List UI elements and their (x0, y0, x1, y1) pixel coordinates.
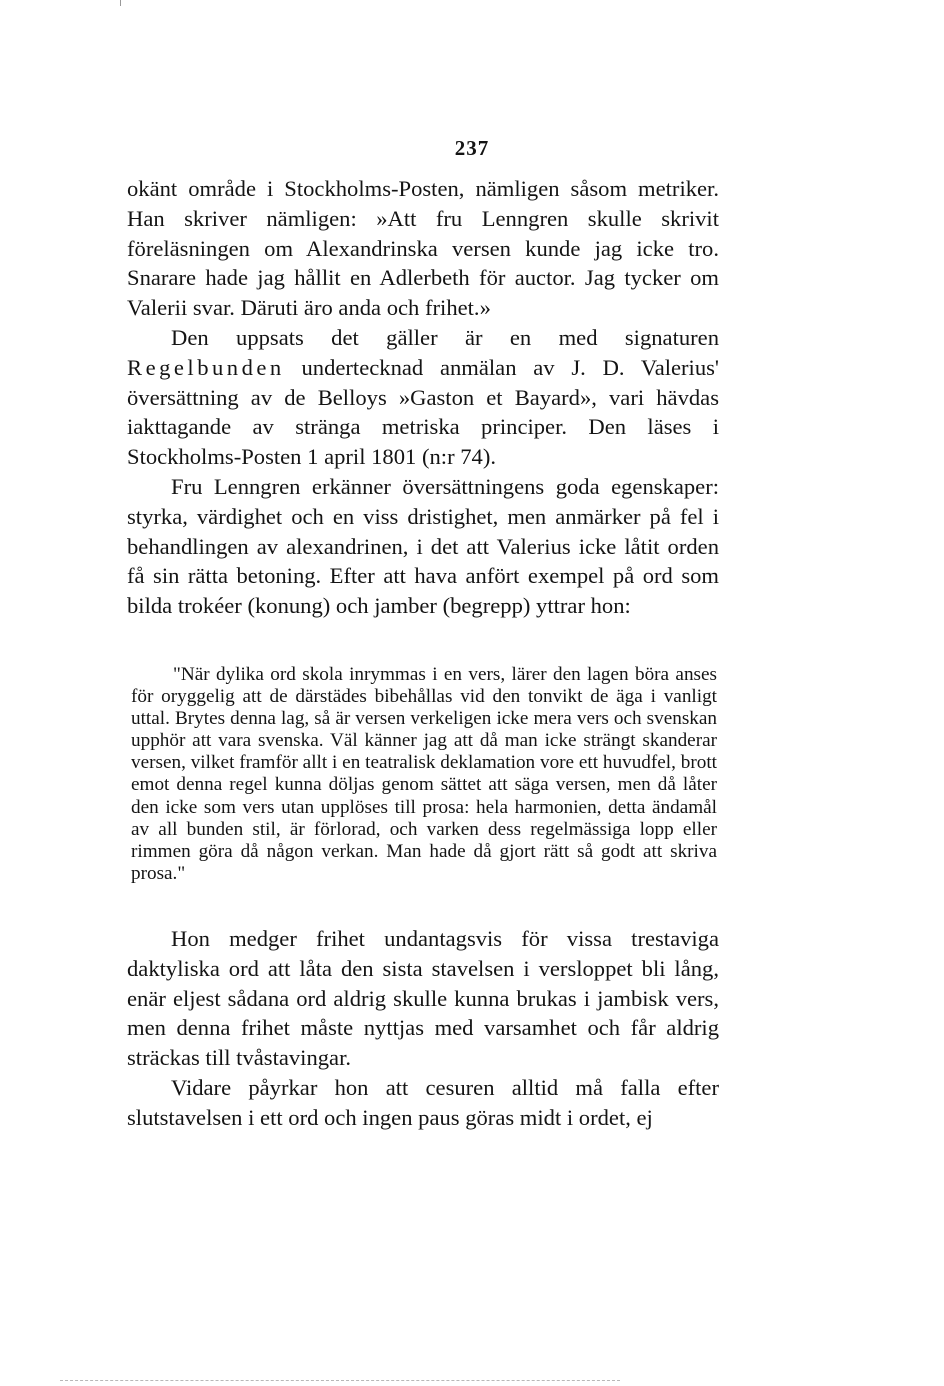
paragraph-2-text-before: Den uppsats det gäller är en med signaturen (171, 324, 719, 350)
main-text-lower (127, 924, 719, 1133)
paragraph-4: Hon medger frihet undantagsvis för vissa trestaviga daktyliska ord att låta den sista stavelsen i versloppet bli lång, enär eljest sådana ord aldrig skulle kunna brukas i jambisk vers, men denna frihet måste nyttjas med varsamhet och får aldrig sträckas till tvåstavingar. (127, 926, 719, 1071)
paragraph-2-text-after: undertecknad anmälan av J. D. Valerius' översättning av de Belloys »Gaston et Bayard», vari hävdas iakttagande av stränga metriska principer. Den läses i Stockholms-Posten 1 april 1801 (n:r 74). (127, 354, 719, 470)
main-text-upper (127, 174, 719, 621)
paragraph-2 (127, 323, 719, 472)
paragraph-1: okänt område i Stockholms-Posten, nämligen såsom metriker. Han skriver nämligen: »Att fru Lenngren skulle skrivit föreläsningen om Alexandrinska versen kunde jag icke tro. Snarare hade jag hållit en Adlerbeth för auctor. Jag tycker om Valerii svar. Däruti äro anda och frihet.» (127, 176, 719, 321)
block-quote: "När dylika ord skola inrymmas i en vers, lärer den lagen böra anses för oryggelig att de därstädes bibehållas vid den tonvikt de äga i vanligt uttal. Brytes denna lag, så är versen verkeligen icke mera vers och svenskan upphör att vara svenska. Väl känner jag att då man icke strängt skanderar versen, vilket framför allt i en teatralisk deklamation vore ett huvudfel, brott emot denna regel kunna döljas genom sättet att säga versen, men då låter den icke som vers utan upplöses till prosa: hela harmonien, detta ändamål av all bunden stil, är förlorad, och varken dess regelmässiga lopp eller rimmen göra då någon verkan. Man hade då gjort rätt så godt att skriva prosa." (131, 664, 717, 884)
paragraph-5: Vidare påyrkar hon att cesuren alltid må falla efter slutstavelsen i ett ord och ingen paus göras midt i ordet, ej (127, 1074, 719, 1130)
signature-regelbunden: Regelbunden (127, 354, 285, 380)
scan-mark (120, 0, 121, 6)
page-number: 237 (454, 136, 490, 160)
scan-edge-rule (60, 1380, 620, 1381)
paragraph-3: Fru Lenngren erkänner översättningens goda egenskaper: styrka, värdighet och en viss dristighet, men anmärker på fel i behandlingen av alexandrinen, i det att Valerius icke låtit orden få sin rätta betoning. Efter att hava anfört exempel på ord som bilda trokéer (konung) och jamber (begrepp) yttrar hon: (127, 473, 719, 619)
